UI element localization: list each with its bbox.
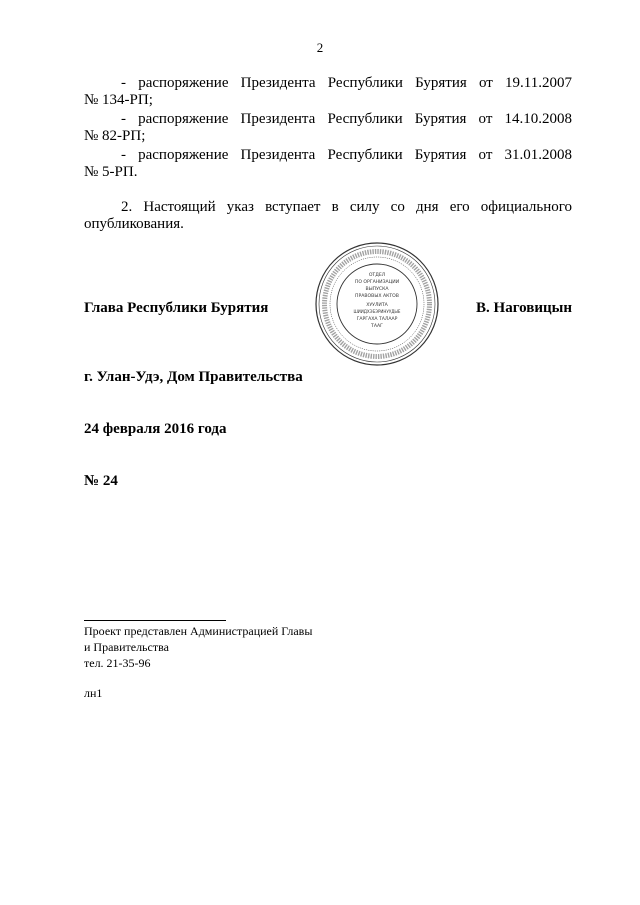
stamp-text-line: ОТДЕЛ bbox=[368, 273, 386, 278]
list-item-line2: № 5-РП. bbox=[84, 164, 138, 180]
list-item bbox=[84, 75, 572, 109]
signature-name: В. Наговицын bbox=[476, 300, 572, 316]
footer-line: Проект представлен Администрацией Главы bbox=[84, 624, 313, 638]
footer-line: и Правительства bbox=[84, 640, 169, 654]
official-seal-stamp bbox=[313, 240, 441, 368]
stamp-text-line: ВЫПУСКА bbox=[365, 287, 389, 292]
clause-line1: 2. Настоящий указ вступает в силу со дня его официального bbox=[121, 199, 572, 215]
list-item bbox=[84, 111, 572, 145]
clause-paragraph bbox=[84, 199, 572, 233]
decree-number: № 24 bbox=[84, 473, 118, 489]
stamp-text-line: ГАРГАХА ТАЛААР bbox=[356, 317, 398, 322]
list-item-line2: № 134-РП; bbox=[84, 92, 153, 108]
signing-place: г. Улан-Удэ, Дом Правительства bbox=[84, 369, 303, 385]
list-item-line1: - распоряжение Президента Республики Бурятия от 19.11.2007 bbox=[121, 75, 572, 91]
stamp-text-line: ШИИДХЭБЭРИНУУДЫЕ bbox=[353, 309, 401, 314]
signing-date: 24 февраля 2016 года bbox=[84, 421, 227, 437]
list-item bbox=[84, 147, 572, 181]
footer-phone: тел. 21-35-96 bbox=[84, 656, 151, 670]
stamp-text-line: ПО ОРГАНИЗАЦИИ bbox=[354, 280, 400, 285]
stamp-text-line: ТААГ bbox=[371, 324, 383, 329]
signature-title: Глава Республики Бурятия bbox=[84, 300, 269, 316]
list-item-line1: - распоряжение Президента Республики Бурятия от 31.01.2008 bbox=[121, 147, 572, 163]
footer-code: лн1 bbox=[84, 686, 103, 700]
page-number: 2 bbox=[316, 40, 324, 55]
stamp-text-line: ПРАВОВЫХ АКТОВ bbox=[355, 294, 399, 299]
footer-divider bbox=[84, 620, 226, 621]
list-item-line1: - распоряжение Президента Республики Бурятия от 14.10.2008 bbox=[121, 111, 572, 127]
stamp-text-line: ХУУЛИТА bbox=[366, 303, 388, 308]
list-item-line2: № 82-РП; bbox=[84, 128, 146, 144]
clause-line2: опубликования. bbox=[84, 216, 184, 232]
